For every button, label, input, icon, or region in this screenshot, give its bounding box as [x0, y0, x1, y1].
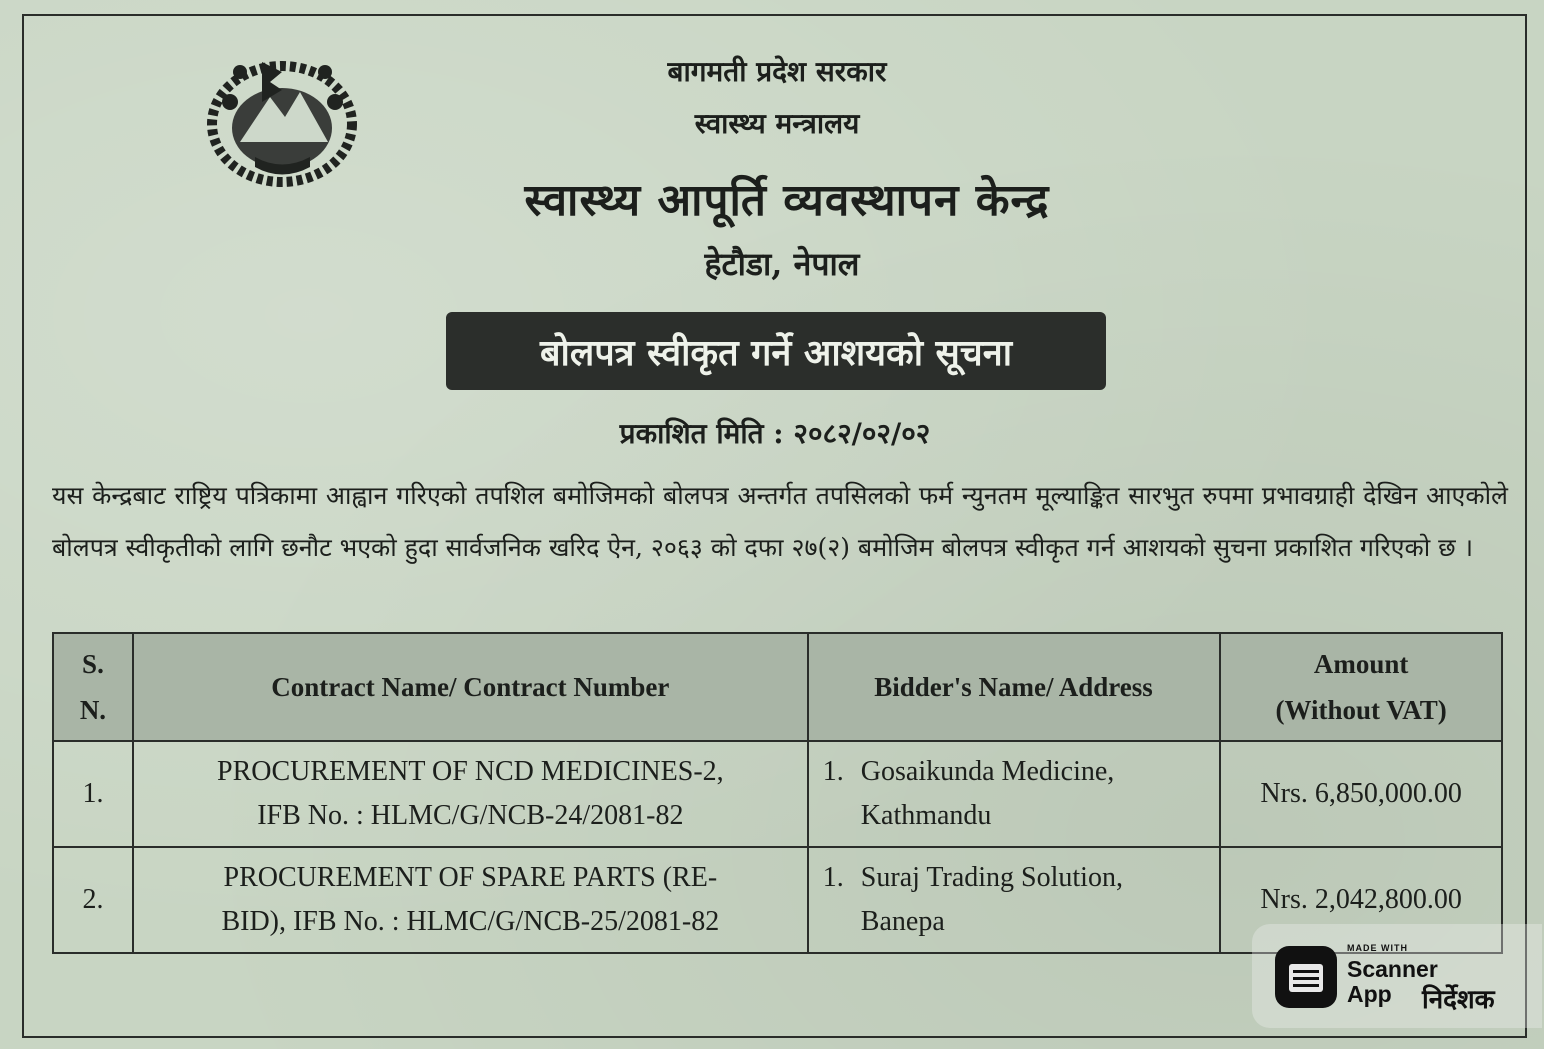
- row-amount: Nrs. 2,042,800.00: [1220, 847, 1502, 953]
- bidder-number: 1.: [822, 862, 844, 893]
- contract-number: BID), IFB No. : HLMC/G/NCB-25/2081-82: [221, 906, 720, 937]
- publication-date-label: प्रकाशित मिति :: [619, 417, 784, 450]
- publication-date-value: २०८२/०२/०२: [793, 417, 931, 450]
- table-header-row: [53, 633, 1502, 741]
- row-contract: [133, 847, 808, 953]
- row-sn: 1.: [53, 741, 133, 847]
- notice-title: [446, 312, 1106, 390]
- row-sn: 2.: [53, 847, 133, 953]
- watermark-line1: Scanner: [1347, 956, 1438, 982]
- scanner-app-logo-icon: [1275, 946, 1337, 1008]
- bidder-name: Gosaikunda Medicine,: [860, 756, 1115, 787]
- notice-body: यस केन्द्रबाट राष्ट्रिय पत्रिकामा आह्वान गरिएको तपशिल बमोजिमको बोलपत्र अन्तर्गत तपसिलको फर्म न्युनतम मूल्याङ्कित सारभुत रुपमा प्रभावग्राही देखिन आएकोले बोलपत्र स्वीकृतीको लागि छनौट भएको हुदा सार्वजनिक खरिद ऐन, २०६३ को दफा २७(२) बमोजिम बोलपत्र स्वीकृत गर्न आशयको सुचना प्रकाशित गरिएको छ ।: [52, 481, 1508, 562]
- ministry-name: स्वास्थ्य मन्त्रालय: [694, 107, 860, 140]
- signature-title: निर्देशक: [1422, 985, 1495, 1015]
- table-row: [53, 741, 1502, 847]
- row-bidder: [808, 741, 1220, 847]
- contract-name: PROCUREMENT OF SPARE PARTS (RE-: [223, 862, 718, 893]
- office-location: हेटौडा, नेपाल: [704, 245, 860, 283]
- contract-name: PROCUREMENT OF NCD MEDICINES-2,: [217, 756, 724, 787]
- header-sn-line1: S.: [82, 649, 104, 679]
- header-sn: [53, 633, 133, 741]
- watermark-line2: App: [1347, 981, 1392, 1007]
- bidder-number: 1.: [822, 756, 844, 787]
- header-amount: [1220, 633, 1502, 741]
- header-amount-line2: (Without VAT): [1275, 695, 1447, 725]
- header-sn-line2: N.: [79, 695, 107, 725]
- row-contract: [133, 741, 808, 847]
- header-contract: Contract Name/ Contract Number: [133, 633, 808, 741]
- bidder-address: Banepa: [860, 906, 945, 937]
- office-name: स्वास्थ्य आपूर्ति व्यवस्थापन केन्द्र: [524, 175, 1050, 226]
- government-name: बागमती प्रदेश सरकार: [667, 55, 887, 88]
- notice-title-text: बोलपत्र स्वीकृत गर्ने आशयको सूचना: [539, 331, 1013, 374]
- contract-number: IFB No. : HLMC/G/NCB-24/2081-82: [257, 800, 684, 831]
- header-bidder: Bidder's Name/ Address: [808, 633, 1220, 741]
- bidder-name: Suraj Trading Solution,: [860, 862, 1123, 893]
- header-amount-line1: Amount: [1313, 649, 1409, 679]
- bidder-address: Kathmandu: [860, 800, 992, 831]
- watermark-made-with: MADE WITH: [1347, 943, 1408, 953]
- row-amount: Nrs. 6,850,000.00: [1220, 741, 1502, 847]
- publication-date: [0, 414, 1544, 452]
- award-table: [52, 632, 1503, 954]
- row-bidder: [808, 847, 1220, 953]
